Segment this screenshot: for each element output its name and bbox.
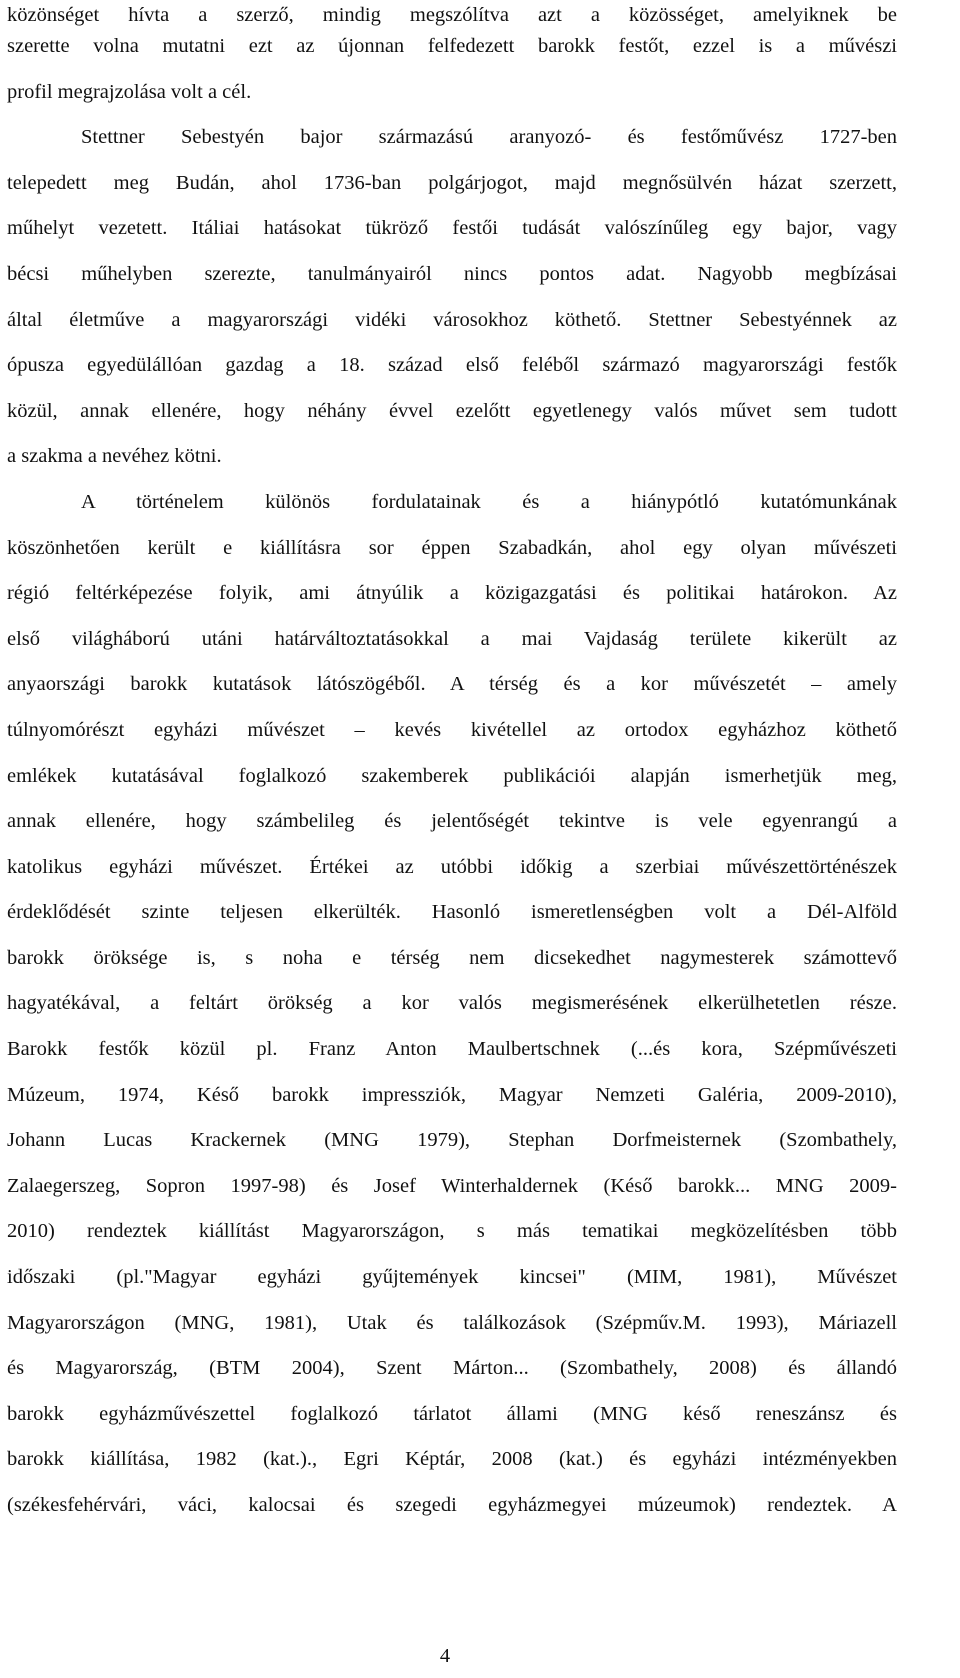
- text-line: érdeklődését szinte teljesen elkerülték. Hasonló ismeretlenségben volt a Dél-Alföld: [7, 901, 897, 924]
- text-line: Magyarországon (MNG, 1981), Utak és találkozások (Szépműv.M. 1993), Máriazell: [7, 1311, 897, 1334]
- text-line: Múzeum, 1974, Késő barokk impressziók, Magyar Nemzeti Galéria, 2009-2010),: [7, 1083, 897, 1106]
- text-line: a szakma a nevéhez kötni.: [7, 445, 222, 468]
- text-line: Barokk festők közül pl. Franz Anton Maulbertschnek (...és kora, Szépművészeti: [7, 1038, 897, 1061]
- text-line: (székesfehérvári, váci, kalocsai és szegedi egyházmegyei múzeumok) rendeztek. A: [7, 1494, 897, 1516]
- text-line: köszönhetően került e kiállításra sor éppen Szabadkán, ahol egy olyan művészeti: [7, 536, 897, 559]
- text-line: profil megrajzolása volt a cél.: [7, 80, 252, 103]
- text-line: ópusza egyedülállóan gazdag a 18. század első feléből származó magyarországi festők: [7, 354, 897, 377]
- text-line: 2010) rendeztek kiállítást Magyarországon, s más tematikai megközelítésben több: [7, 1220, 897, 1243]
- document-page: [7, 0, 897, 1536]
- text-line: anyaországi barokk kutatások látószögéből. A térség és a kor művészetét – amely: [7, 673, 897, 696]
- text-line: közül, annak ellenére, hogy néhány évvel ezelőtt egyetlenegy valós művet sem tudott: [7, 399, 897, 422]
- text-line: régió feltérképezése folyik, ami átnyúlik a közigazgatási és politikai határokon. Az: [7, 582, 897, 605]
- text-line: szerette volna mutatni ezt az újonnan felfedezett barokk festőt, ezzel is a művészi: [7, 35, 897, 57]
- text-line: emlékek kutatásával foglalkozó szakemberek publikációi alapján ismerhetjük meg,: [7, 764, 897, 787]
- text-line: barokk egyházművészettel foglalkozó tárlatot állami (MNG késő reneszánsz és: [7, 1402, 897, 1425]
- paragraph-start-line: Stettner Sebestyén bajor származású aranyozó- és festőművész 1727-ben: [81, 126, 897, 149]
- text-line: első világháború utáni határváltoztatásokkal a mai Vajdaság területe kikerült az: [7, 627, 897, 650]
- text-line: hagyatékával, a feltárt örökség a kor valós megismerésének elkerülhetetlen része.: [7, 992, 897, 1015]
- text-line: telepedett meg Budán, ahol 1736-ban polgárjogot, majd megnősülvén házat szerzett,: [7, 171, 897, 194]
- text-line: és Magyarország, (BTM 2004), Szent Márton... (Szombathely, 2008) és állandó: [7, 1357, 897, 1380]
- text-line: által életműve a magyarországi vidéki városokhoz köthető. Stettner Sebestyénnek az: [7, 308, 897, 331]
- page-number: 4: [439, 1645, 451, 1667]
- text-line: időszaki (pl."Magyar egyházi gyűjtemények kincsei" (MIM, 1981), Művészet: [7, 1266, 897, 1289]
- text-line: műhelyt vezetett. Itáliai hatásokat tükröző festői tudását valószínűleg egy bajor, vagy: [7, 217, 897, 240]
- text-line: közönséget hívta a szerző, mindig megszólítva azt a közösséget, amelyiknek be: [7, 4, 897, 26]
- text-line: túlnyomórészt egyházi művészet – kevés kivétellel az ortodox egyházhoz köthető: [7, 718, 897, 741]
- text-line: barokk kiállítása, 1982 (kat.)., Egri Képtár, 2008 (kat.) és egyházi intézményekben: [7, 1448, 897, 1471]
- paragraph-start-line: A történelem különös fordulatainak és a hiánypótló kutatómunkának: [81, 490, 897, 513]
- text-line: barokk öröksége is, s noha e térség nem dicsekedhet nagymesterek számottevő: [7, 946, 897, 969]
- text-line: bécsi műhelyben szerezte, tanulmányairól nincs pontos adat. Nagyobb megbízásai: [7, 262, 897, 285]
- text-line: katolikus egyházi művészet. Értékei az utóbbi időkig a szerbiai művészettörténészek: [7, 855, 897, 878]
- text-line: annak ellenére, hogy számbelileg és jelentőségét tekintve is vele egyenrangú a: [7, 810, 897, 833]
- text-line: Johann Lucas Krackernek (MNG 1979), Stephan Dorfmeisternek (Szombathely,: [7, 1129, 897, 1152]
- text-line: Zalaegerszeg, Sopron 1997-98) és Josef Winterhaldernek (Késő barokk... MNG 2009-: [7, 1174, 897, 1197]
